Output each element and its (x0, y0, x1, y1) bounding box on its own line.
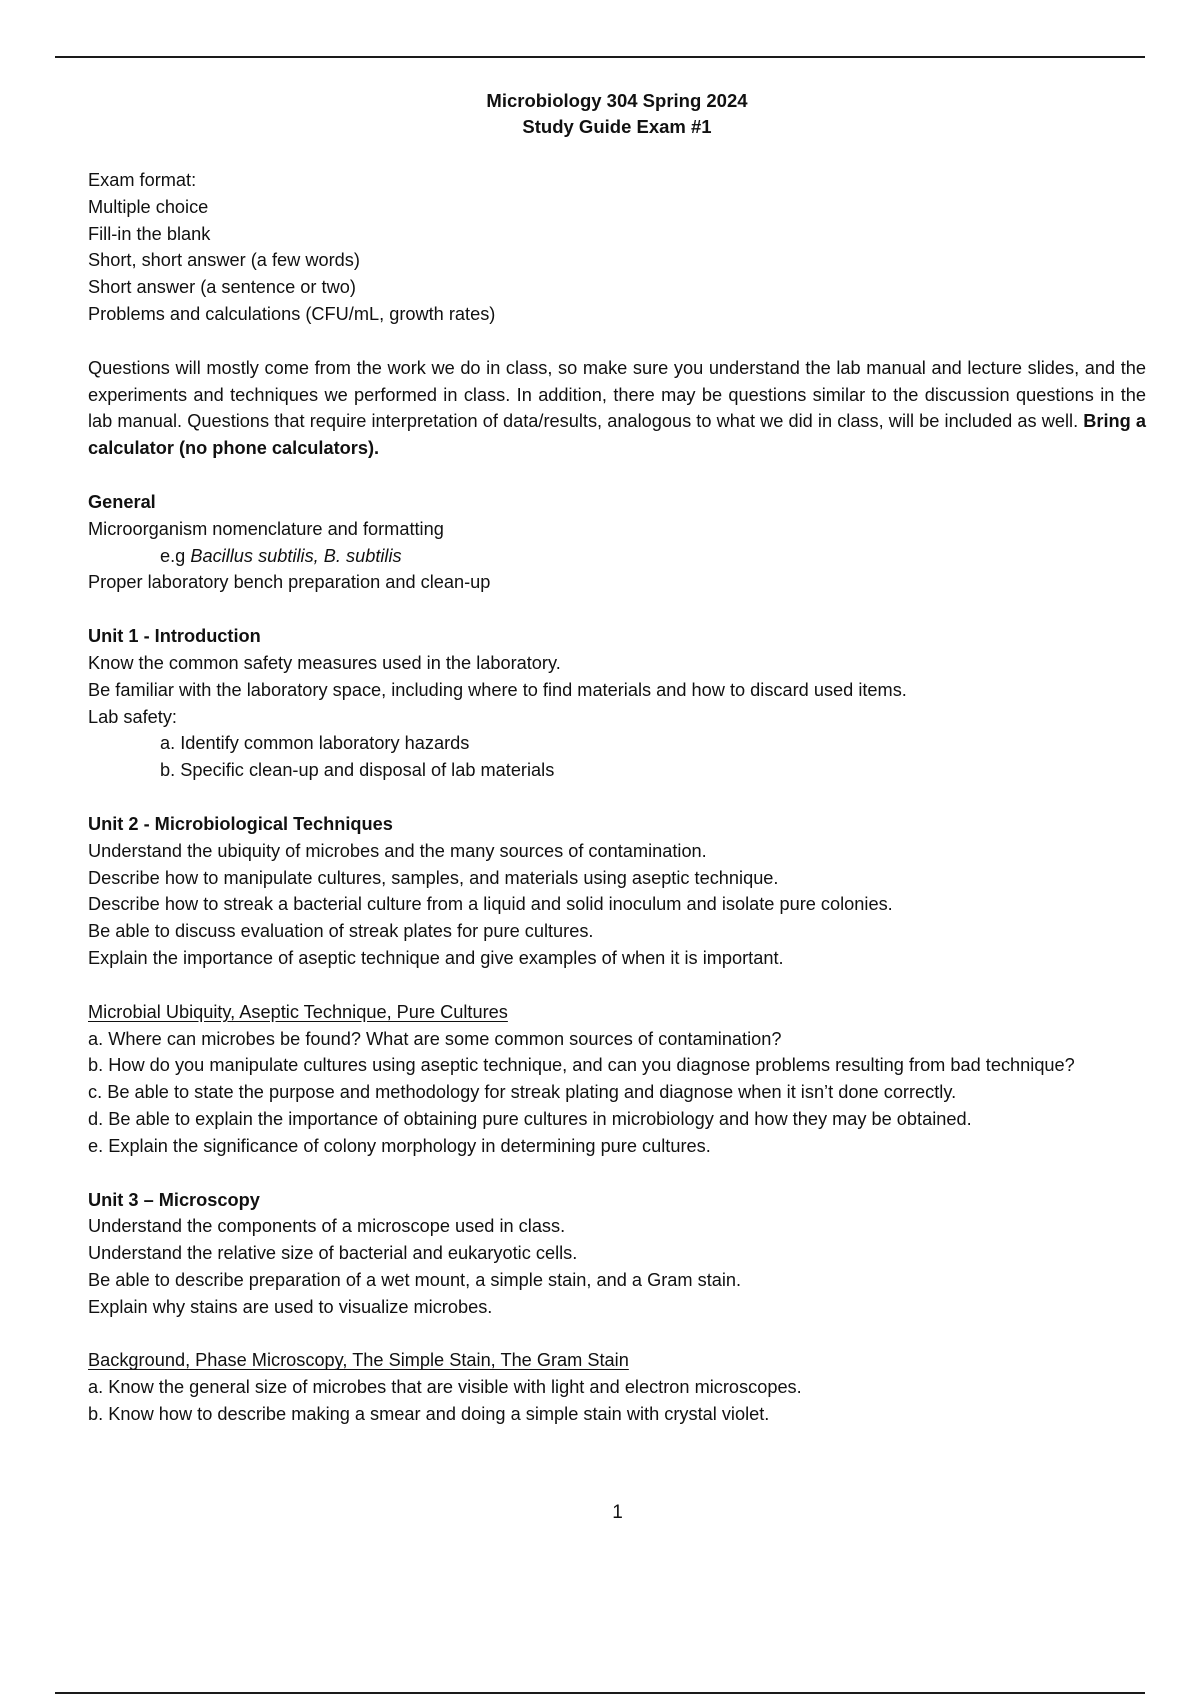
unit1-sub-item: b. Specific clean-up and disposal of lab materials (160, 760, 555, 781)
bottom-rule (55, 1692, 1145, 1694)
document-page (88, 88, 1146, 1428)
unit3-line: Explain why stains are used to visualize microbes. (88, 1296, 493, 1317)
unit3-question: b. Know how to describe making a smear and doing a simple stain with crystal violet. (88, 1404, 770, 1425)
unit3-line: Be able to describe preparation of a wet mount, a simple stain, and a Gram stain. (88, 1269, 742, 1290)
general-example (88, 543, 1146, 570)
unit3-section (88, 1187, 1146, 1428)
unit3-line: Understand the relative size of bacterial and eukaryotic cells. (88, 1243, 578, 1264)
general-line: Microorganism nomenclature and formatting (88, 518, 444, 539)
exam-format-item: Short, short answer (a few words) (88, 250, 360, 271)
intro-text: Questions will mostly come from the work we do in class, so make sure you understand the lab manual and lecture slides, and the experiments and techniques we performed in class. In addition, there may be questions similar to the discussion questions in the lab manual. Questions that require interpretation of data/results, analogous to what we did in class, will be included as well. (88, 357, 1146, 432)
unit3-line: Understand the components of a microscope used in class. (88, 1216, 566, 1237)
unit2-subheading: Microbial Ubiquity, Aseptic Technique, Pure Cultures (88, 1001, 508, 1022)
intro-paragraph (88, 355, 1146, 462)
unit1-line: Lab safety: (88, 706, 177, 727)
exam-format-item: Multiple choice (88, 196, 209, 217)
unit2-line: Describe how to manipulate cultures, samples, and materials using aseptic technique. (88, 867, 779, 888)
unit2-line: Be able to discuss evaluation of streak plates for pure cultures. (88, 921, 594, 942)
exam-format-item: Fill-in the blank (88, 223, 211, 244)
unit1-sub-item: a. Identify common laboratory hazards (160, 733, 470, 754)
unit2-section (88, 811, 1146, 1160)
unit3-heading: Unit 3 – Microscopy (88, 1189, 260, 1210)
unit2-line: Understand the ubiquity of microbes and the many sources of contamination. (88, 840, 707, 861)
unit1-section (88, 623, 1146, 784)
exam-format-item: Short answer (a sentence or two) (88, 277, 356, 298)
unit3-subheading: Background, Phase Microscopy, The Simple Stain, The Gram Stain (88, 1350, 629, 1371)
unit1-line: Be familiar with the laboratory space, including where to find materials and how to discard used items. (88, 679, 907, 700)
unit3-question: a. Know the general size of microbes that are visible with light and electron microscopes. (88, 1377, 802, 1398)
doc-subtitle: Study Guide Exam #1 (522, 116, 712, 137)
unit2-question: e. Explain the significance of colony morphology in determining pure cultures. (88, 1135, 711, 1156)
unit2-heading: Unit 2 - Microbiological Techniques (88, 813, 393, 834)
page-number: 1 (612, 1502, 623, 1523)
exam-format-section (88, 167, 1146, 328)
intro-bold-note: Bring a calculator (no phone calculators). (88, 411, 1147, 459)
unit2-question: b. How do you manipulate cultures using aseptic technique, and can you diagnose problems resulting from bad technique? (88, 1055, 1075, 1076)
top-rule (55, 56, 1145, 58)
exam-format-heading: Exam format: (88, 170, 197, 190)
unit1-heading: Unit 1 - Introduction (88, 626, 261, 647)
example-prefix: e.g (160, 545, 191, 566)
example-species: Bacillus subtilis, B. subtilis (190, 545, 402, 566)
doc-title: Microbiology 304 Spring 2024 (486, 90, 748, 111)
unit1-line: Know the common safety measures used in the laboratory. (88, 652, 561, 673)
general-line: Proper laboratory bench preparation and clean-up (88, 572, 491, 593)
unit2-question: c. Be able to state the purpose and methodology for streak plating and diagnose when it isn’t done correctly. (88, 1082, 957, 1103)
unit2-line: Describe how to streak a bacterial culture from a liquid and solid inoculum and isolate pure colonies. (88, 894, 893, 915)
exam-format-item: Problems and calculations (CFU/mL, growth rates) (88, 303, 496, 324)
unit2-question: a. Where can microbes be found? What are some common sources of contamination? (88, 1028, 782, 1049)
general-section (88, 489, 1146, 596)
unit2-line: Explain the importance of aseptic technique and give examples of when it is important. (88, 947, 784, 968)
general-heading: General (88, 491, 156, 512)
unit2-question: d. Be able to explain the importance of obtaining pure cultures in microbiology and how they may be obtained. (88, 1108, 972, 1129)
